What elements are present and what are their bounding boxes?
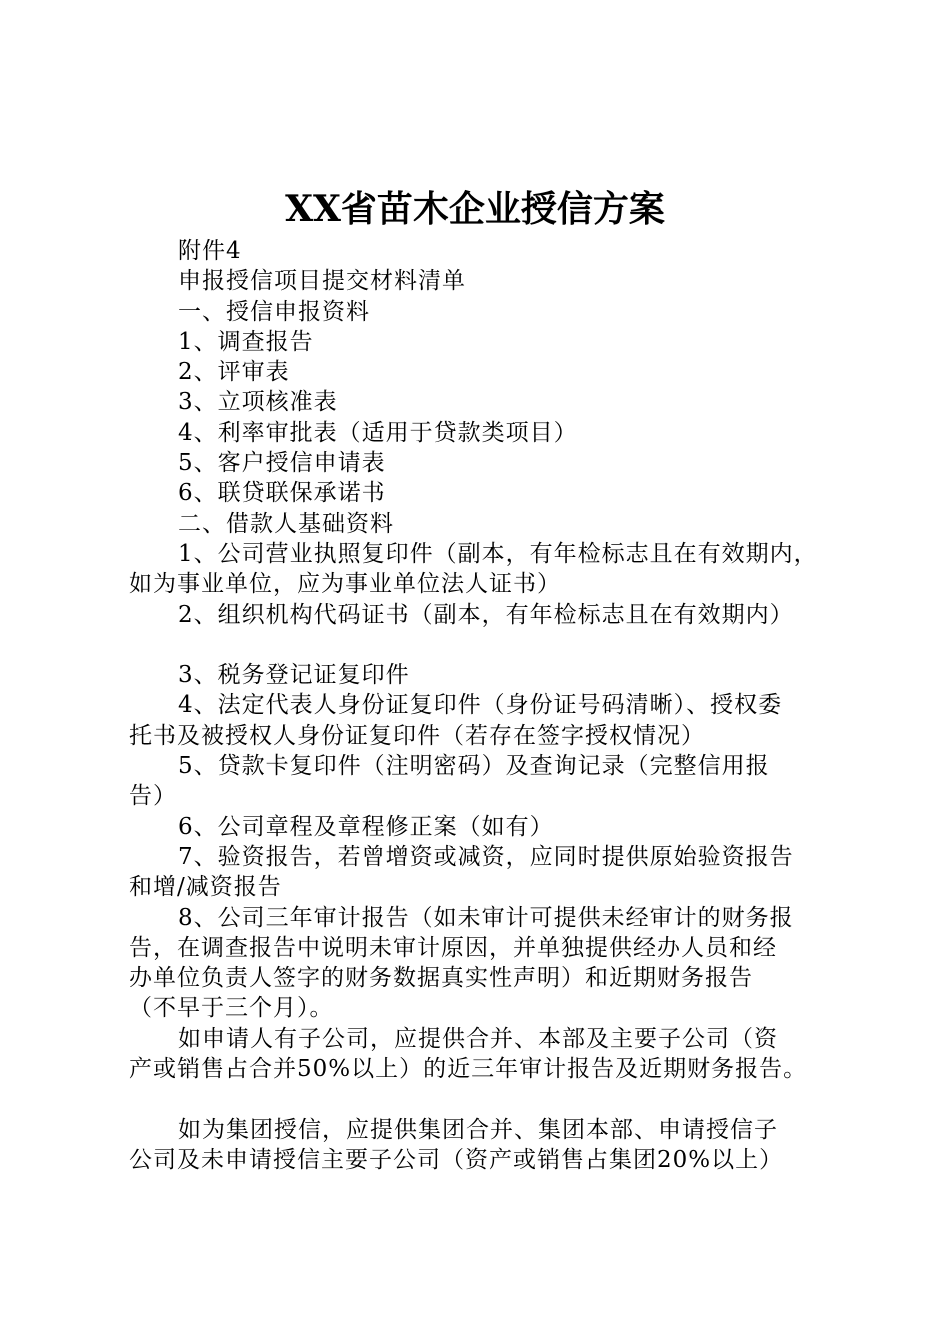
blank-line: [129, 630, 839, 660]
list-item-continuation: 托书及被授权人身份证复印件（若存在签字授权情况）: [129, 722, 705, 749]
list-item: 1、调查报告: [178, 328, 314, 355]
list-item: 6、公司章程及章程修正案（如有）: [178, 813, 554, 840]
paragraph: 如为集团授信，应提供集团合并、集团本部、申请授信子: [178, 1116, 778, 1143]
section-heading-2: 二、借款人基础资料: [178, 510, 394, 537]
list-item-continuation: 和增/减资报告: [129, 874, 282, 901]
list-item: 7、验资报告，若曾增资或减资，应同时提供原始验资报告: [178, 843, 794, 870]
list-title: 申报授信项目提交材料清单: [178, 268, 466, 295]
paragraph-continuation: 产或销售占合并50%以上）的近三年审计报告及近期财务报告。: [129, 1056, 808, 1083]
list-item-continuation: 告，在调查报告中说明未审计原因，并单独提供经办人员和经: [129, 934, 777, 961]
section-heading-1: 一、授信申报资料: [178, 298, 370, 325]
document-body: [129, 236, 839, 1175]
list-item: 5、客户授信申请表: [178, 450, 386, 477]
list-item: 4、法定代表人身份证复印件（身份证号码清晰）、授权委: [178, 692, 783, 719]
paragraph: 如申请人有子公司，应提供合并、本部及主要子公司（资: [178, 1025, 778, 1052]
list-item: 4、利率审批表（适用于贷款类项目）: [178, 419, 578, 446]
list-item-continuation: 办单位负责人签字的财务数据真实性声明）和近期财务报告: [129, 965, 753, 992]
list-item: 3、税务登记证复印件: [178, 662, 410, 689]
list-item: 6、联贷联保承诺书: [178, 480, 386, 507]
list-item: 3、立项核准表: [178, 389, 338, 416]
list-item-continuation: 如为事业单位，应为事业单位法人证书）: [129, 571, 561, 598]
list-item: 2、组织机构代码证书（副本，有年检标志且在有效期内）: [178, 601, 794, 628]
list-item: 2、评审表: [178, 359, 290, 386]
blank-line: [129, 1084, 839, 1114]
paragraph-continuation: 公司及未申请授信主要子公司（资产或销售占集团20%以上）: [129, 1146, 784, 1173]
attachment-label: 附件4: [178, 238, 242, 264]
list-item-continuation: （不早于三个月）。: [129, 995, 334, 1022]
document-title: XX省苗木企业授信方案: [285, 188, 665, 230]
list-item: 5、贷款卡复印件（注明密码）及查询记录（完整信用报: [178, 753, 770, 780]
list-item: 8、公司三年审计报告（如未审计可提供未经审计的财务报: [178, 904, 794, 931]
list-item: 1、公司营业执照复印件（副本，有年检标志且在有效期内，: [178, 540, 818, 567]
list-item-continuation: 告）: [129, 783, 177, 810]
